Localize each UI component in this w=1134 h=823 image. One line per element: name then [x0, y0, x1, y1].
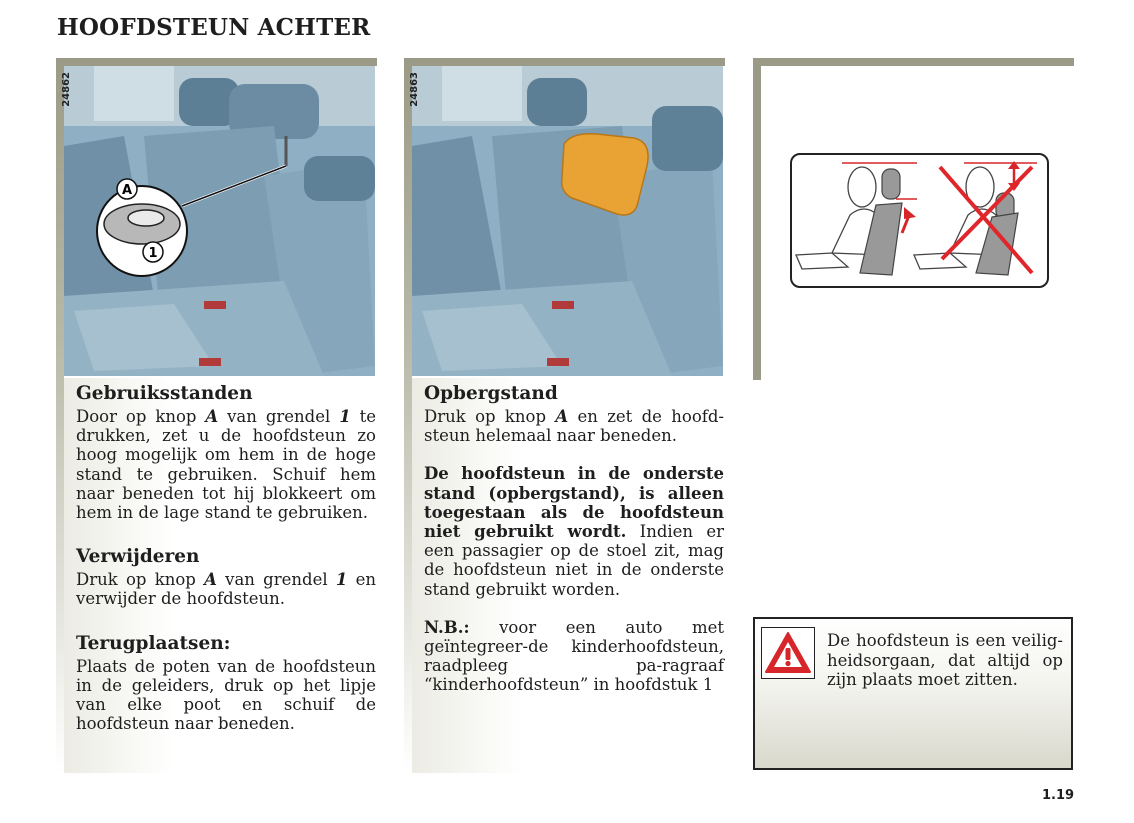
rear-seat-photo-headrest-up	[64, 66, 375, 376]
section-body-refit: Plaats de poten van de hoofdsteun in de geleiders, druk op het lipje van elke poot en schuif de hoofdsteun naar beneden.	[76, 656, 376, 734]
section-title-usage: Gebruiksstanden	[76, 383, 253, 404]
column-left-border	[753, 58, 761, 380]
rear-seat-photo-headrest-down	[412, 66, 723, 376]
warning-triangle-icon	[761, 627, 815, 679]
section-body-storage: Druk op knop A en zet de hoofd-steun helemaal naar beneden.	[424, 407, 725, 446]
callout-label-1: 1	[148, 246, 158, 261]
column-top-border	[404, 58, 725, 66]
warning-text: De hoofdsteun is een veilig-heidsorgaan, dat altijd op zijn plaats moet zitten.	[827, 631, 1063, 689]
headrest-position-illustration	[790, 153, 1049, 288]
column-usage	[56, 58, 377, 773]
storage-restriction-note: De hoofdsteun in de onderste stand (opbergstand), is alleen toegestaan als de hoofdsteun niet gebruikt wordt. Indien er een passagier op de stoel zit, mag de hoofdsteun niet in de onderste stand gebruikt worden.	[424, 464, 724, 599]
image-code: 24863	[409, 72, 420, 107]
section-title-storage: Opbergstand	[424, 383, 558, 404]
column-text	[76, 383, 376, 733]
page-number: 1.19	[1042, 788, 1075, 803]
column-top-border	[753, 58, 1074, 66]
page-title: HOOFDSTEUN ACHTER	[57, 14, 371, 41]
section-title-refit: Terugplaatsen:	[76, 632, 231, 654]
column-left-border	[404, 58, 412, 773]
nb-note: N.B.: voor een auto met geïntegreer-de kinderhoofdsteun, raadpleeg pa-ragraaf “kinderhoofdsteun” in hoofdstuk 1	[424, 617, 724, 695]
image-code: 24862	[61, 72, 72, 107]
warning-box	[753, 617, 1073, 770]
column-text	[424, 383, 724, 695]
section-body-usage: Door op knop A van grendel 1 te drukken, zet u de hoofdsteun zo hoog mogelijk om hem in de hoge stand te gebruiken. Schuif hem naar beneden tot hij blokkeert om hem in de lage stand te gebruiken.	[76, 407, 377, 523]
column-left-border	[56, 58, 64, 773]
section-title-remove: Verwijderen	[76, 546, 200, 568]
column-storage	[404, 58, 725, 773]
callout-label-a: A	[121, 183, 133, 198]
column-top-border	[56, 58, 377, 66]
section-body-remove: Druk op knop A van grendel 1 en verwijder de hoofdsteun.	[76, 570, 376, 609]
